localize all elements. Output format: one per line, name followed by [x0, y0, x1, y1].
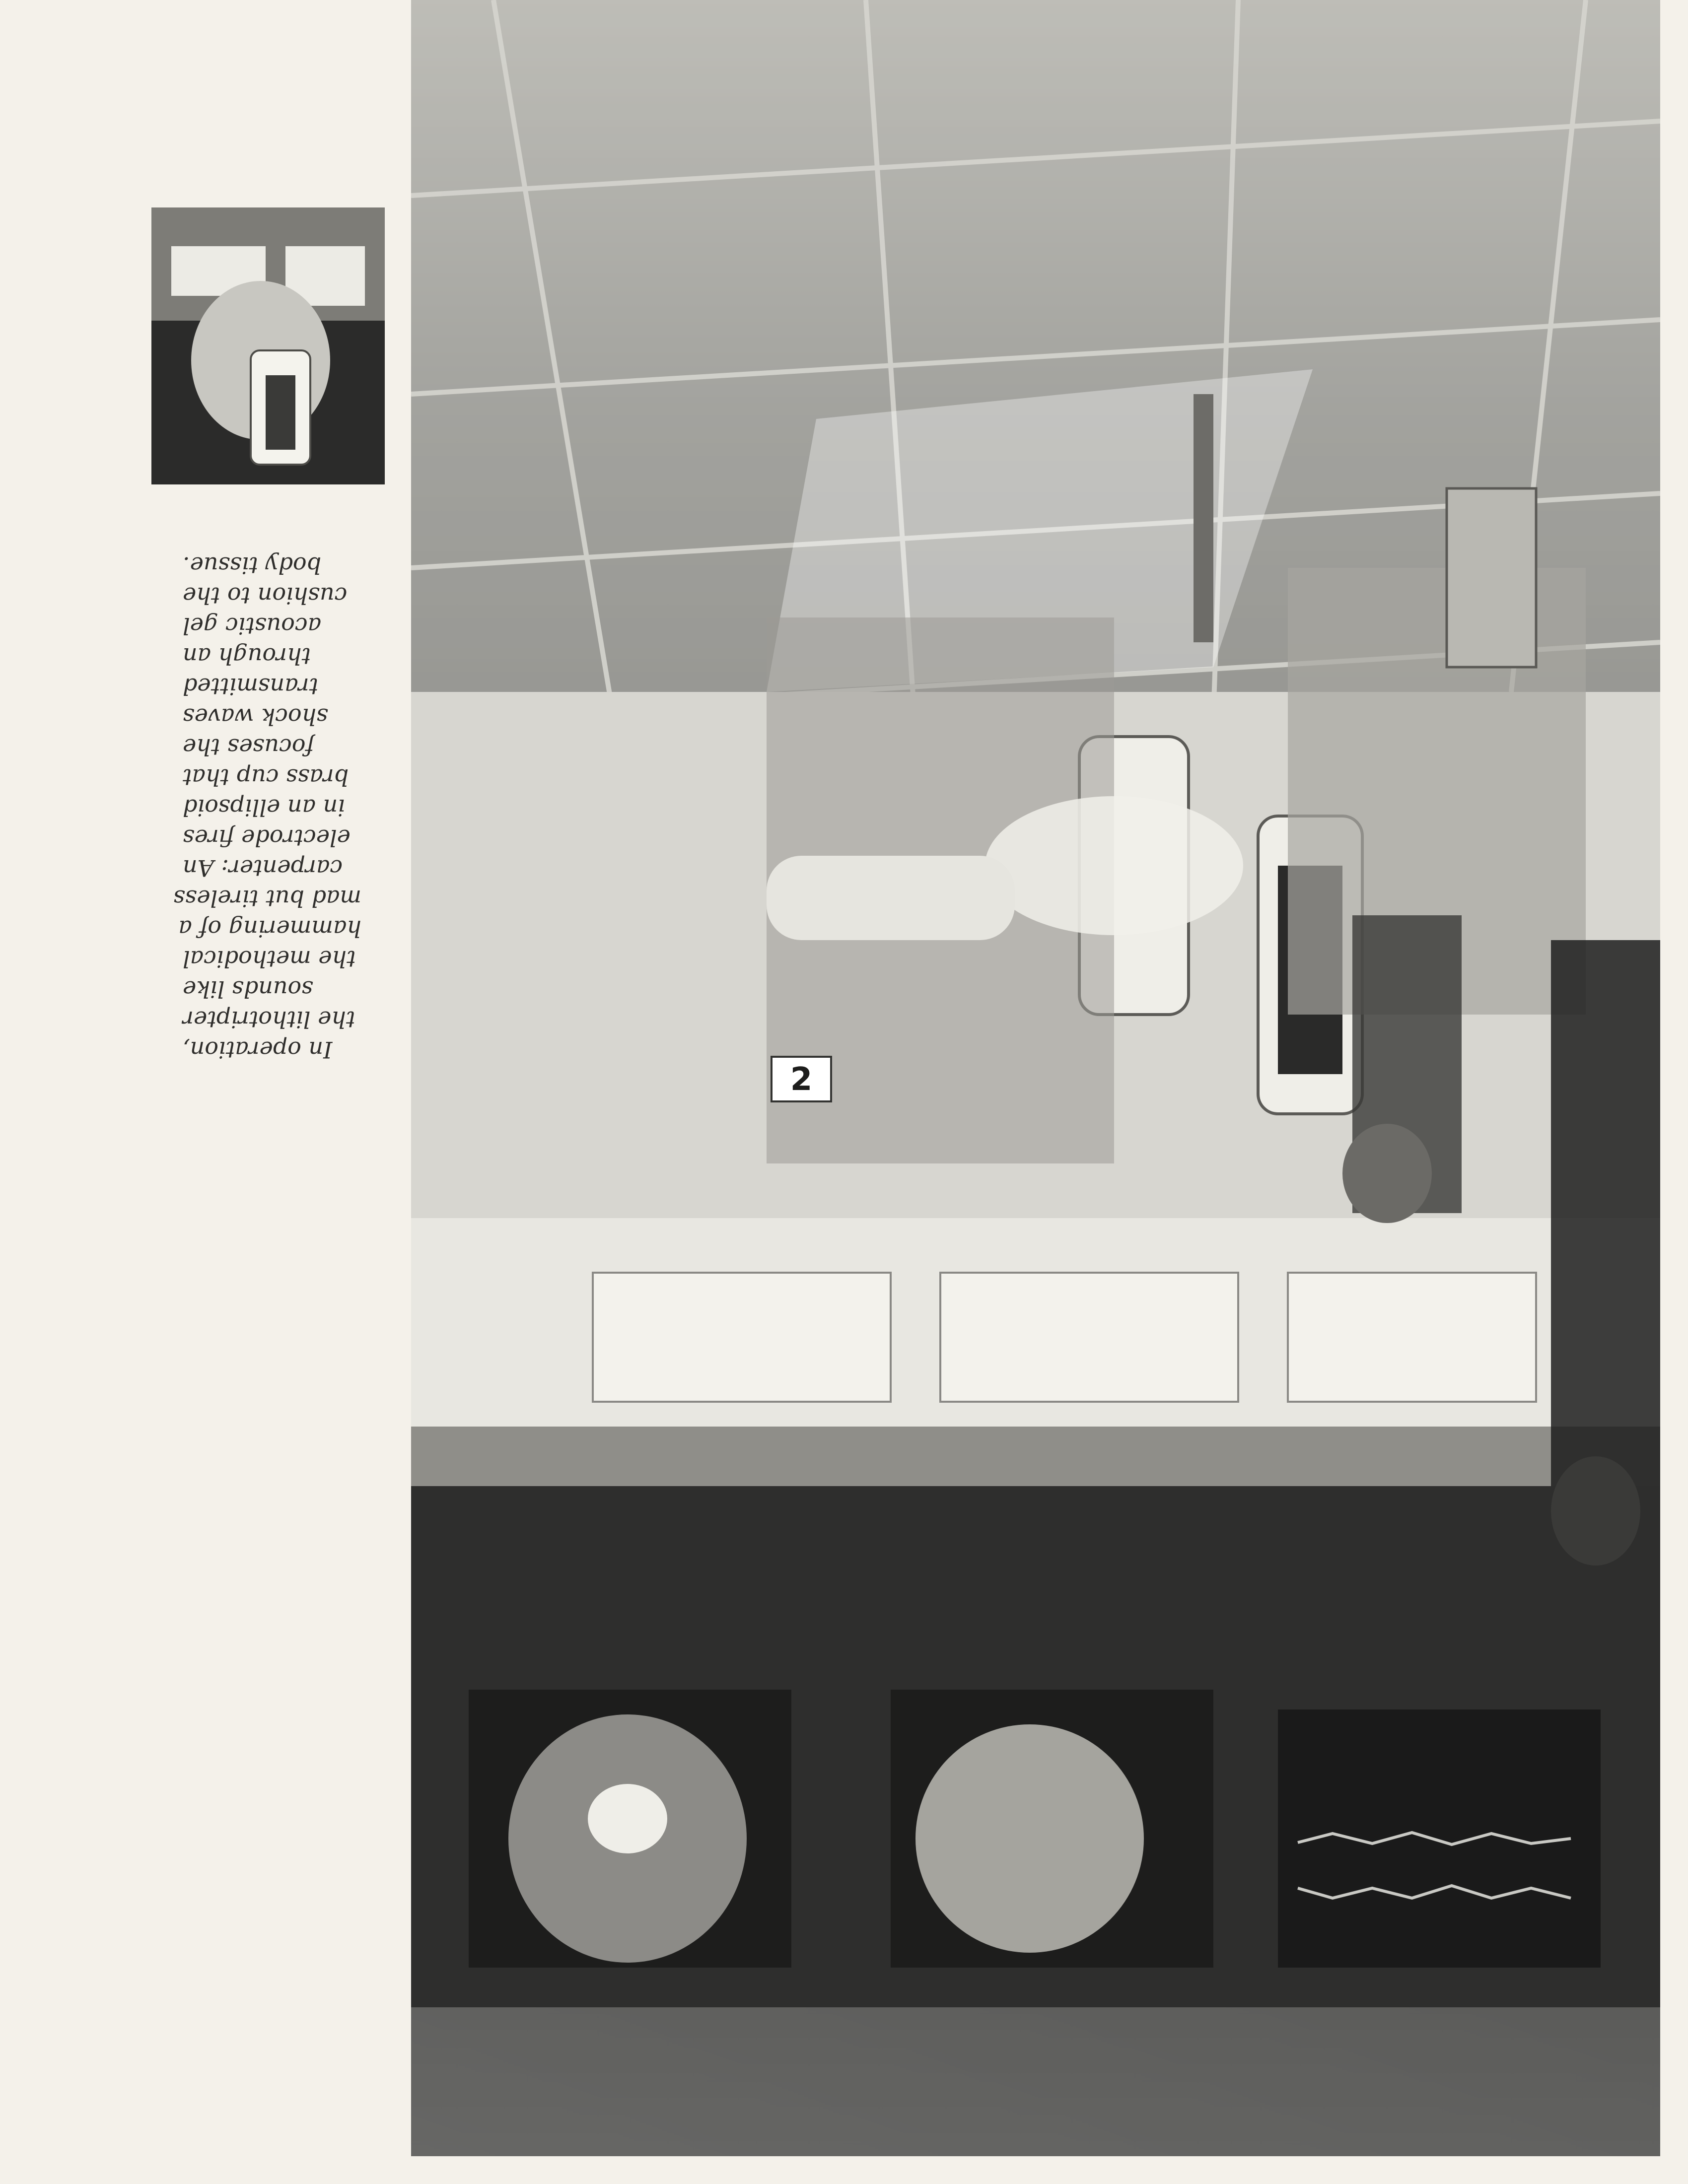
caption-line: shock waves	[183, 703, 328, 730]
monitor-console	[411, 1427, 1660, 2007]
lithotripter-room-photo	[411, 0, 1660, 2156]
caption-line: in an ellipsoid	[183, 794, 345, 821]
caption-line: cushion to the	[183, 582, 348, 609]
number-tag-label: 2	[790, 1061, 813, 1098]
caption-line: the methodical	[183, 946, 356, 972]
caption-line: electrode fires	[183, 824, 351, 851]
photo-caption	[173, 550, 361, 1065]
caption-line: the lithotripter	[183, 1006, 355, 1033]
caption-line: In operation,	[183, 1036, 333, 1063]
photo-illustration	[411, 0, 1660, 2156]
caption-line: carpenter: An	[183, 855, 343, 882]
caption-line: sounds like	[183, 976, 313, 1003]
inset-keypad-photo	[151, 207, 385, 484]
caption-line: hammering of a	[178, 915, 361, 942]
caption-line: brass cup that	[183, 764, 349, 791]
caption-line: body tissue.	[183, 552, 322, 579]
caption-line: through an	[183, 643, 311, 670]
number-tag	[772, 1057, 831, 1101]
caption-line: transmitted	[183, 673, 319, 700]
inset-illustration	[151, 207, 385, 484]
caption-line: acoustic gel	[183, 613, 322, 639]
caption-line: mad but tireless	[173, 885, 361, 912]
caption-line: focuses the	[183, 734, 314, 760]
